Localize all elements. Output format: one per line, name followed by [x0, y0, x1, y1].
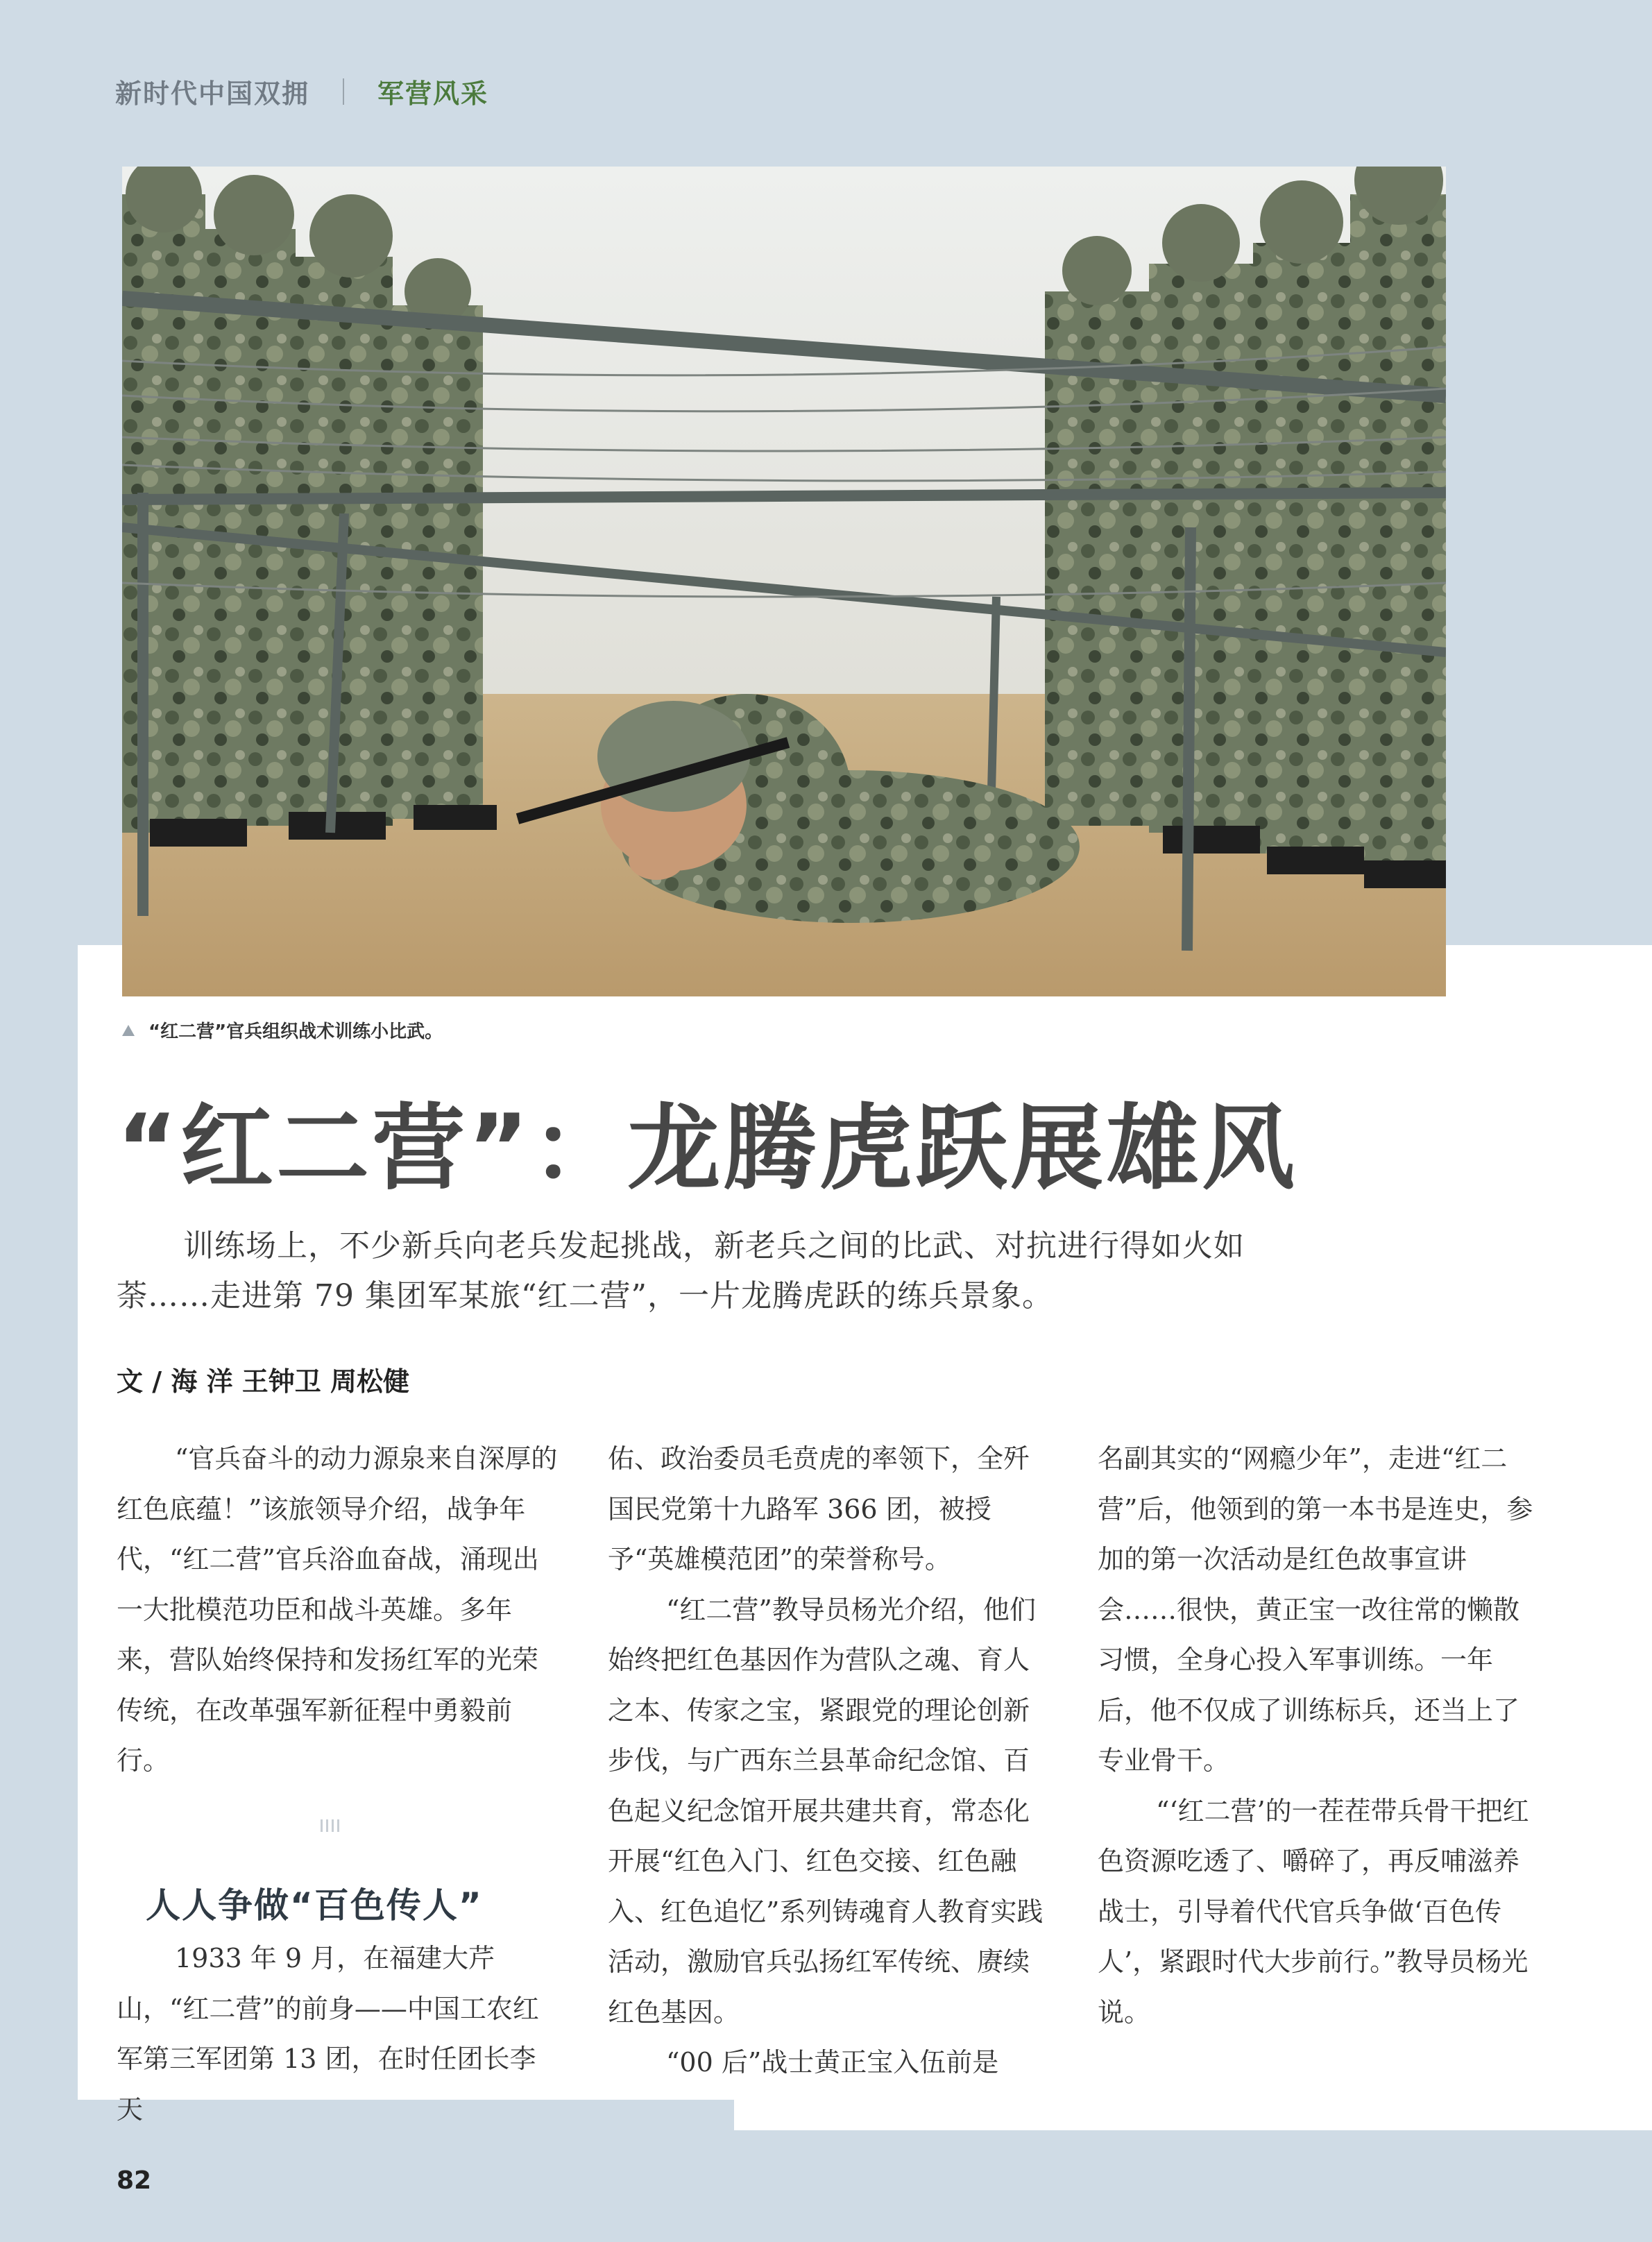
article-panel-tail [734, 2089, 1652, 2130]
photo-caption [122, 1017, 443, 1043]
paragraph: 佑、政治委员毛贲虎的率领下，全歼国民党第十九路军 366 团，被授予“英雄模范团”的荣誉称号。 [608, 1443, 1030, 1574]
section-name: 军营风采 [377, 78, 489, 109]
column-1 [117, 1434, 561, 1786]
column-2 [608, 1434, 1052, 2088]
paragraph: “红二营”教导员杨光介绍，他们始终把红色基因作为营队之魂、育人之本、传家之宝，紧跟党的理论创新步伐，与广西东兰县革命纪念馆、百色起义纪念馆开展共建共育，常态化开展“红色入门、红色交接、红色融入、红色追忆”系列铸魂育人教育实践活动，激励官兵弘扬红军传统、赓续红色基因。 [608, 1594, 1044, 2028]
paragraph: “00 后”战士黄正宝入伍前是 [666, 2047, 999, 2078]
byline: 文 / 海 洋 王钟卫 周松健 [117, 1366, 410, 1397]
caption-text: “红二营”官兵组织战术训练小比武。 [148, 1021, 443, 1042]
paragraph: “‘红二营’的一茬茬带兵骨干把红色资源吃透了、嚼碎了，再反哺滋养战士，引导着代代官兵争做‘百色传人’，紧跟时代大步前行。”教导员杨光说。 [1098, 1795, 1529, 2028]
running-header [115, 72, 488, 110]
page-number: 82 [117, 2166, 152, 2195]
column-1-continued [117, 1933, 561, 2134]
paragraph: 名副其实的“网瘾少年”，走进“红二营”后，他领到的第一本书是连史，参加的第一次活动是红色故事宣讲会……很快，黄正宝一改往常的懒散习惯，全身心投入军事训练。一年后，他不仅成了训练标兵，还当上了专业骨干。 [1098, 1443, 1533, 1776]
paragraph: “官兵奋斗的动力源泉来自深厚的红色底蕴！”该旅领导介绍，战争年代，“红二营”官兵浴血奋战，涌现出一大批模范功臣和战斗英雄。多年来，营队始终保持和发扬红军的光荣传统，在改革强军新征程中勇毅前行。 [117, 1443, 558, 1776]
article-title: “红二营”：龙腾虎跃展雄风 [117, 1094, 1298, 1203]
article-photo [122, 167, 1446, 996]
article-lede: 训练场上，不少新兵向老兵发起挑战，新老兵之间的比武、对抗进行得如火如荼……走进第 79 集团军某旅“红二营”，一片龙腾虎跃的练兵景象。 [117, 1228, 1245, 1314]
subheading: 人人争做“百色传人” [146, 1885, 483, 1926]
magazine-name: 新时代中国双拥 [115, 78, 310, 109]
header-divider [343, 78, 344, 105]
soldiers-right [1045, 167, 1446, 888]
paragraph: 1933 年 9 月，在福建大芹山，“红二营”的前身——中国工农红军第三军团第 13 团，在时任团长李天 [117, 1943, 539, 2125]
soldiers-left [122, 167, 497, 847]
column-3 [1098, 1434, 1542, 2037]
section-divider-mark [321, 1819, 339, 1832]
caption-triangle-icon [122, 1025, 135, 1036]
